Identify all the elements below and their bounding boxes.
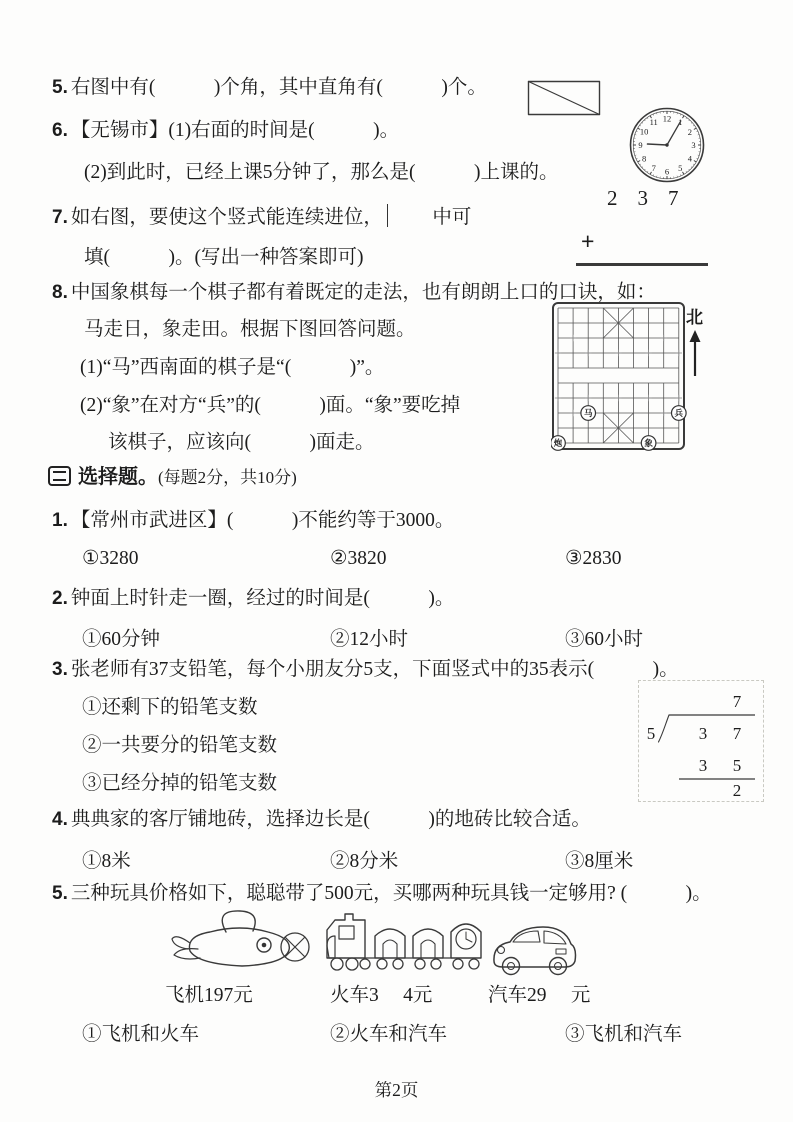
plus-sign: + [581,228,595,254]
question-7-line1a: 如右图，要使这个竖式能连续进位， [70,207,383,228]
choice-question-3 [52,658,679,682]
addition-addend-digits [607,186,679,211]
option: ②一共要分的铅笔支数 [82,735,278,756]
option: ①飞机和火车 [82,1024,200,1045]
option: ①还剩下的铅笔支数 [82,697,258,718]
choice-question-4-text: 典典家的客厅铺地砖，选择边长是( )的地砖比较合适。 [70,809,591,830]
choice-question-3-number: 3. [52,659,68,680]
svg-text:10: 10 [639,126,649,137]
chess-piece-label: 马 [583,408,593,418]
hour-hand [648,144,668,145]
clock-figure [628,106,706,184]
xiangqi-board-figure [551,301,687,451]
choice-question-5-number: 5. [52,883,68,904]
option: ③8厘米 [565,851,634,872]
addition-rule-line [576,263,708,266]
north-arrow-icon [686,328,706,380]
question-6-number: 6. [52,120,68,141]
addend-digit: 3 [637,186,648,210]
long-division-figure [638,680,764,802]
list-icon [48,466,71,486]
choice-question-2-number: 2. [52,588,68,609]
north-indicator [686,303,706,380]
option: ②火车和汽车 [330,1024,448,1045]
train-price-caption: 火车3 4元 [330,985,433,1006]
chess-piece-label: 炮 [553,438,563,448]
chess-piece-label: 象 [644,438,653,448]
choice-question-5 [52,882,712,906]
option: ①3280 [82,548,139,569]
question-8-line1: 中国象棋每一个棋子都有着既定的走法，也有朗朗上口的口诀，如： [70,282,656,303]
svg-text:7: 7 [651,162,656,173]
option: ③2830 [565,548,622,569]
option: ②8分米 [330,851,399,872]
chessboard-grid [558,308,679,443]
option: ②3820 [330,548,387,569]
choice-section-title: 选择题。 [78,466,158,488]
svg-text:5: 5 [678,162,683,173]
svg-text:11: 11 [649,117,658,128]
minute-hand [667,121,681,145]
choice-question-2-text: 钟面上时针走一圈，经过的时间是( )。 [70,588,455,609]
north-label: 北 [686,308,703,327]
rectangle-diagonal-figure [527,80,601,117]
question-5-text: 右图中有( )个角，其中直角有( )个。 [70,77,487,98]
remainder-digit: 2 [732,781,742,799]
choice-question-5-text: 三种玩具价格如下，聪聪带了500元，买哪两种玩具钱一定够用? ( )。 [70,883,712,904]
addend-digit: 2 [607,186,618,210]
option: ②12小时 [330,629,409,650]
question-6-line1: 【无锡市】(1)右面的时间是( )。 [70,120,400,141]
option: ③60小时 [565,629,644,650]
svg-text:8: 8 [641,153,647,164]
question-8-number: 8. [52,282,68,303]
page-number: 第2页 [374,1080,419,1100]
blank-box-mark [387,204,389,227]
question-7-line1b: 中可 [432,207,472,228]
choice-question-1-number: 1. [52,510,68,531]
question-8-line2: 马走日，象走田。根据下图回答问题。 [84,319,416,340]
question-7-line2: 填( )。(写出一种答案即可) [84,247,364,268]
option: ③已经分掉的铅笔支数 [82,773,278,794]
quotient-digit: 7 [732,692,742,711]
question-5-number: 5. [52,77,68,98]
choice-question-4-number: 4. [52,809,68,830]
svg-text:9: 9 [638,140,643,150]
question-7-number: 7. [52,207,68,228]
svg-text:4: 4 [687,153,693,164]
question-6-line2: (2)到此时，已经上课5分钟了，那么是( )上课的。 [84,162,559,183]
product-digit: 3 [698,756,708,775]
product-digit: 5 [732,756,742,775]
choice-section-header [48,465,297,490]
choice-question-3-text: 张老师有37支铅笔，每个小朋友分5支，下面竖式中的35表示( )。 [70,659,679,680]
dividend-digit: 7 [732,724,742,743]
car-image [486,917,581,977]
svg-text:12: 12 [662,113,672,124]
choice-question-2 [52,587,454,611]
question-5 [52,76,487,100]
choice-question-1 [52,509,454,533]
airplane-image [168,903,318,979]
svg-text:2: 2 [687,126,693,137]
option: ③飞机和汽车 [565,1024,683,1045]
question-8-sub1: (1)“马”西南面的棋子是“( )”。 [80,357,385,378]
choice-question-1-text: 【常州市武进区】( )不能约等于3000。 [70,510,455,531]
question-8-sub2-cont: 该棋子，应该向( )面走。 [108,432,375,453]
svg-text:1: 1 [678,117,683,128]
option: ①8米 [82,851,131,872]
svg-text:3: 3 [691,140,696,150]
question-6 [52,119,399,143]
svg-text:6: 6 [664,166,670,177]
choice-section-subtitle: (每题2分，共10分) [158,468,297,487]
chess-piece-label: 兵 [674,408,684,418]
airplane-price-caption: 飞机197元 [165,985,253,1006]
divisor-digit: 5 [646,724,656,743]
train-image [325,906,490,978]
dividend-digit: 3 [698,724,708,743]
question-7 [52,204,471,230]
question-8-sub2: (2)“象”在对方“兵”的( )面。“象”要吃掉 [80,395,461,416]
addend-digit: 7 [668,186,679,210]
choice-question-4 [52,808,591,832]
car-price-caption: 汽车29 元 [488,985,591,1006]
option: ①60分钟 [82,629,161,650]
